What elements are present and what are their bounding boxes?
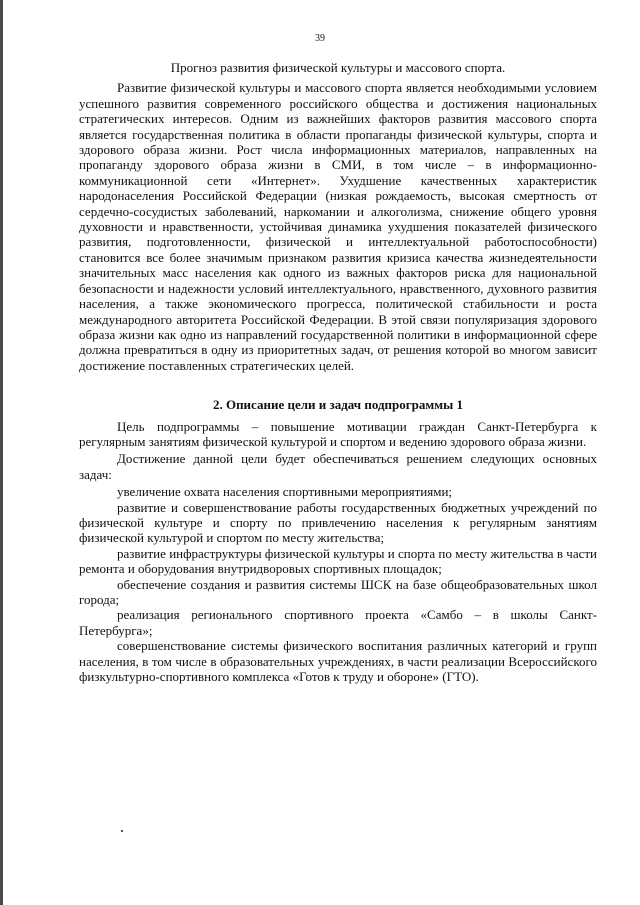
task-item: совершенствование системы физического воспитания различных категорий и групп населения, в том числе в образовательных учреждениях, в части реализации Всероссийского физкультурно-спортивного комплекса «Готов к труду и обороне» (ГТО). <box>79 638 597 685</box>
task-item: увеличение охвата населения спортивными мероприятиями; <box>117 484 453 500</box>
tasks-intro-paragraph: Достижение данной цели будет обеспечиваться решением следующих основных задач: <box>79 451 597 482</box>
forecast-paragraph: Развитие физической культуры и массового спорта является необходимыми условием успешного развития современного российского общества и достижения национальных стратегических интересов. Одним из важнейших факторов развития массового спорта является государственная политика в области пропаганды физической культуры, спорта и здорового образа жизни. Рост числа информационных материалов, направленных на пропаганду здорового образа жизни в СМИ, в том числе – в информационно-коммуникационной сети «Интернет». Ухудшение качественных характеристик народонаселения Российской Федерации (низкая рождаемость, высокая смертность от сердечно-сосудистых заболеваний, наркомании и алкоголизма, снижение общего уровня духовности и нравственности, устойчивая динамика ухудшения показателей физического развития, подготовленности, физической и интеллектуальной работоспособности) становится все более значимым признаком развития кризиса качества жизнедеятельности значительных масс населения как одного из важных факторов риска для национальной безопасности и надежности условий интеллектуального, нравственного, духовного развития населения, а также экономического прогресса, политической стабильности и роста международного авторитета Российской Федерации. В этой связи популяризация здорового образа жизни как одно из направлений государственной политики в информационной сфере должна превратиться в одну из приоритетных задач, от решения которой во многом зависит достижение поставленных стратегических целей. <box>79 80 597 373</box>
page-number: 39 <box>315 33 325 44</box>
section-heading-goals: 2. Описание цели и задач подпрограммы 1 <box>212 397 464 413</box>
task-item: реализация регионального спортивного проекта «Самбо – в школы Санкт-Петербурга»; <box>79 607 597 638</box>
section-heading-forecast: Прогноз развития физической культуры и массового спорта. <box>170 60 506 75</box>
document-body <box>79 60 597 684</box>
goal-paragraph: Цель подпрограммы – повышение мотивации граждан Санкт-Петербурга к регулярным занятиям физической культурой и спортом и ведению здорового образа жизни. <box>79 418 597 449</box>
task-item: развитие инфраструктуры физической культуры и спорта по месту жительства в части ремонта и оборудования внутридворовых спортивных площадок; <box>79 545 597 577</box>
task-item: обеспечение создания и развития системы ШСК на базе общеобразовательных школ города; <box>79 576 597 607</box>
scan-speck <box>121 830 123 832</box>
task-item: развитие и совершенствование работы государственных бюджетных учреждений по физической культуре и спорту по привлечению населения к регулярным занятиям физической культурой и спортом по месту жительства; <box>79 499 597 546</box>
tasks-list <box>79 484 597 684</box>
scan-edge <box>0 0 3 905</box>
